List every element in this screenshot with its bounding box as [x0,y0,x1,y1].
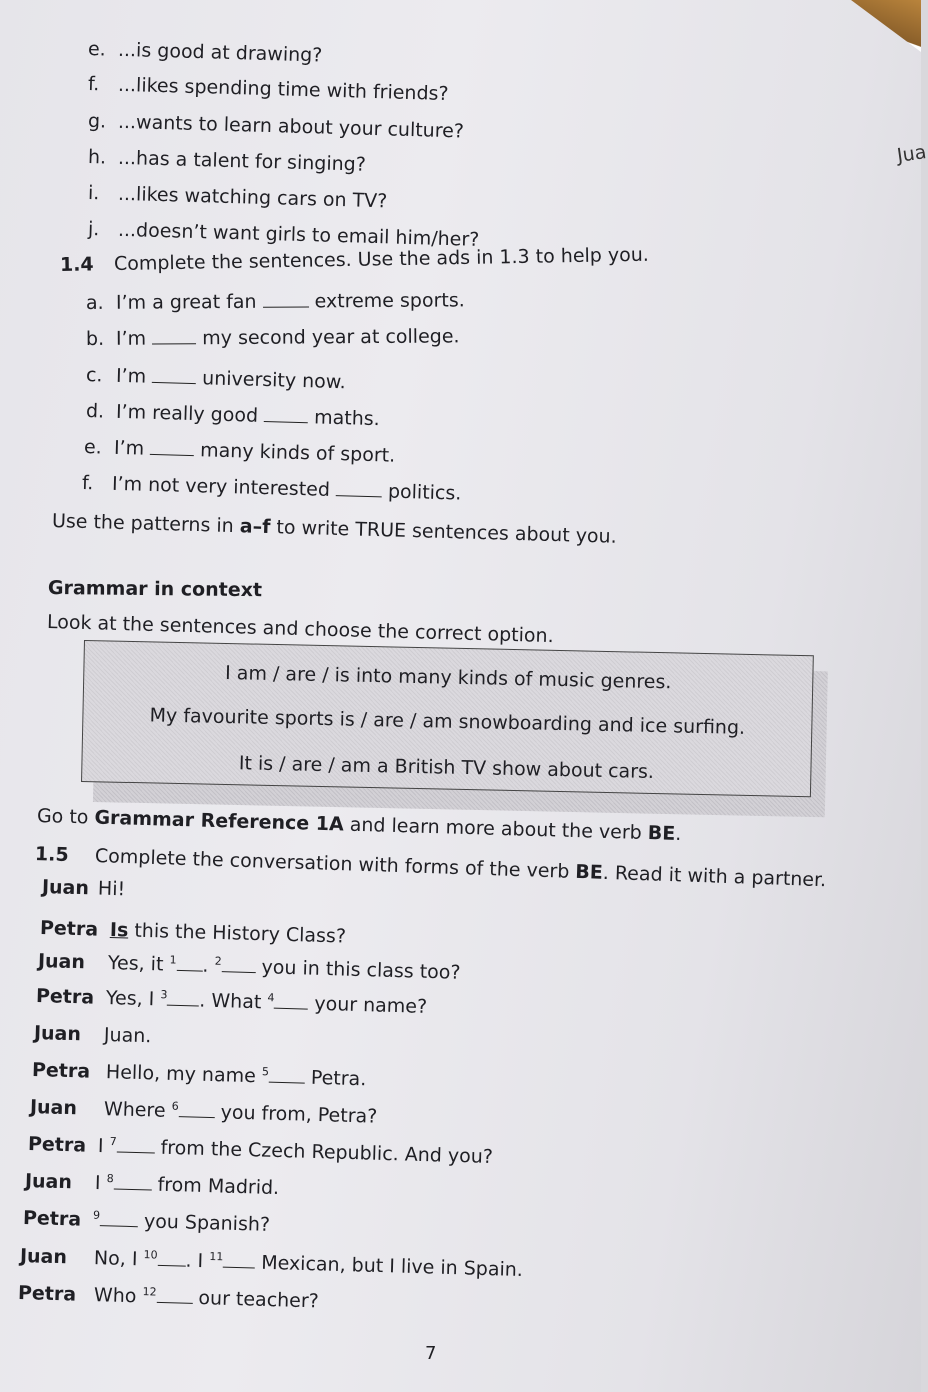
grammar-sentence-1[interactable]: I am / are / is into many kinds of music genres. [224,661,672,694]
ex14-item-e: e. I’m many kinds of sport. [83,436,396,467]
answer-blank-1[interactable] [176,956,202,972]
ex14-item-a: a. I’m a great fan extreme sports. [85,289,465,314]
exercise-1-4-instruction: 1.4 Complete the sentences. Use the ads in 1.3 to help you. [59,243,650,276]
grammar-sentence-2[interactable]: My favourite sports is / are / am snowboarding and ice surfing. [149,704,746,739]
answer-blank[interactable] [152,329,196,344]
answer-blank[interactable] [264,407,308,423]
answer-blank-11[interactable] [223,1253,255,1269]
dialogue-line-5: Juan Juan. [33,1022,152,1048]
prev-item-j: j. ...doesn’t want girls to email him/her? [87,218,480,251]
dialogue-line-11: Juan No, I $^{10}$ . I $^{11}$ Mexican, but I live in Spain. [19,1245,524,1282]
answer-blank-3[interactable] [167,991,199,1007]
page-corner [851,0,921,52]
dialogue-line-12: Petra Who $^{12}$ our teacher? [17,1282,320,1313]
answer-blank-5[interactable] [269,1068,305,1084]
dialogue-line-10: Petra $^9$ you Spanish? [22,1207,271,1236]
prev-item-i: i. ...likes watching cars on TV? [87,182,388,213]
answer-blank-4[interactable] [274,994,308,1010]
answer-blank[interactable] [263,292,309,307]
ex14-item-b: b. I’m my second year at college. [85,325,460,350]
answer-blank-7[interactable] [116,1137,154,1153]
prev-item-g: g. ...wants to learn about your culture? [87,110,465,143]
dialogue-line-4: Petra Yes, I $^3$ . What $^4$ your name? [35,985,428,1018]
ex14-item-f: f. I’m not very interested politics. [81,472,462,505]
answer-blank-2[interactable] [221,957,255,973]
answer-blank-10[interactable] [157,1251,185,1267]
dialogue-line-9: Juan I $^8$ from Madrid. [24,1170,280,1200]
ex14-follow-up: Use the patterns in a–f to write TRUE sentences about you. [51,510,617,548]
dialogue-line-7: Juan Where $^6$ you from, Petra? [29,1096,378,1128]
answer-blank[interactable] [150,440,194,456]
dialogue-line-3: Juan Yes, it $^1$ . $^2$ you in this class too? [37,950,461,984]
page-number: 7 [425,1343,437,1364]
answer-blank-8[interactable] [113,1174,151,1190]
dialogue-line-6: Petra Hello, my name $^5$ Petra. [31,1059,367,1091]
side-text: Jua [895,141,928,167]
prev-item-e: e. ...is good at drawing? [87,38,323,67]
grammar-sentence-3[interactable]: It is / are / am a British TV show about cars. [238,752,655,783]
grammar-reference-note: Go to Grammar Reference 1A and learn more about the verb BE. [36,805,682,845]
ex14-item-d: d. I’m really good maths. [85,400,381,431]
ex14-item-c: c. I’m university now. [85,364,346,394]
grammar-options-box [81,640,814,797]
answer-blank-6[interactable] [178,1102,214,1118]
dialogue-line-1: Juan Hi! [41,876,126,901]
answer-blank[interactable] [336,481,382,497]
prev-item-h: h. ...has a talent for singing? [87,146,367,176]
dialogue-line-8: Petra I $^7$ from the Czech Republic. And you? [27,1133,494,1168]
dialogue-line-2: Petra Is this the History Class? [39,917,347,948]
prev-item-f: f. ...likes spending time with friends? [87,73,449,106]
answer-blank-9[interactable] [100,1211,138,1227]
exercise-1-5-instruction: 1.5 Complete the conversation with forms of the verb BE. Read it with a partner. [34,843,827,892]
grammar-heading: Grammar in context [47,577,263,602]
answer-blank-12[interactable] [156,1288,192,1304]
grammar-instruction: Look at the sentences and choose the correct option. [46,611,554,648]
answer-blank[interactable] [152,368,196,384]
